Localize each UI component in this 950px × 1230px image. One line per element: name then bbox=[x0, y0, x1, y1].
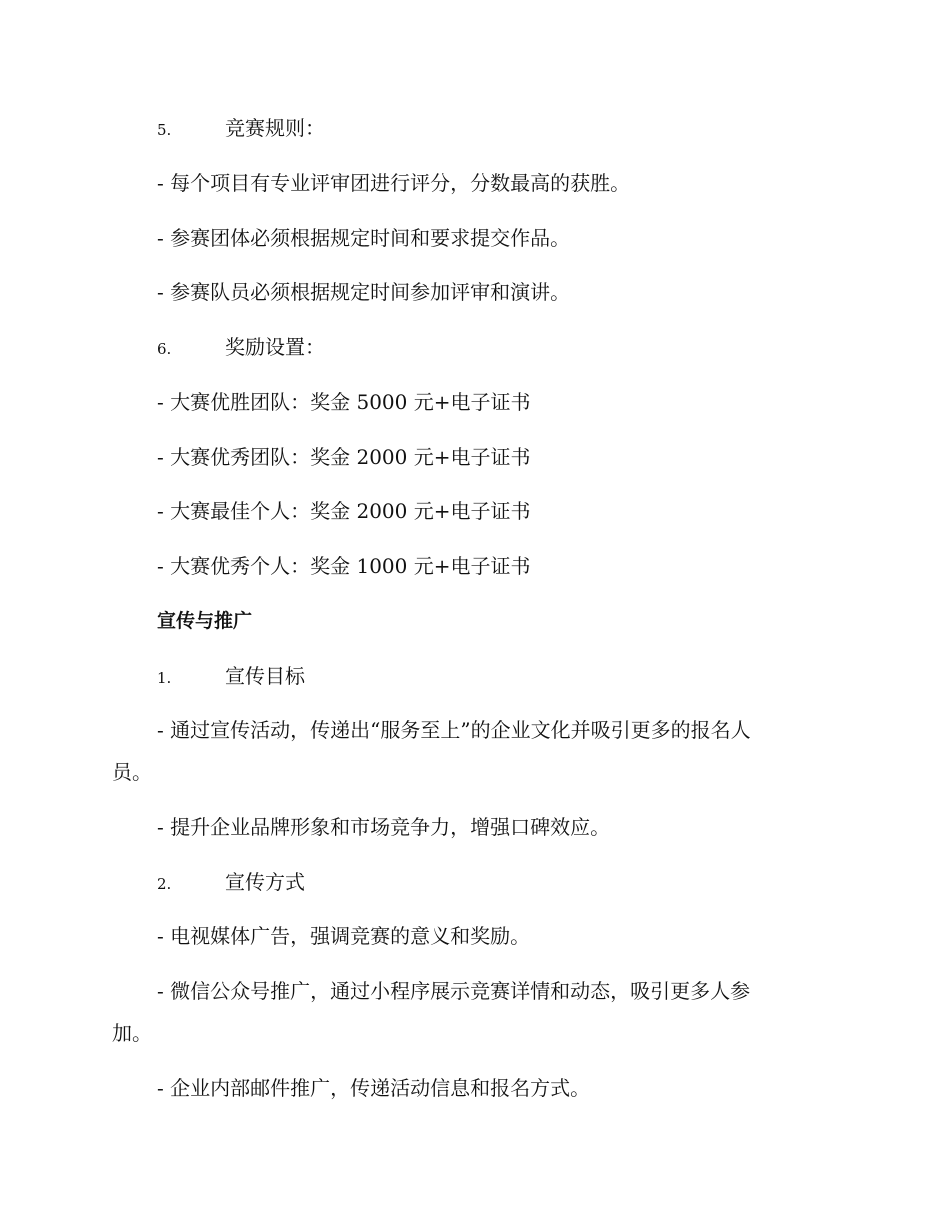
method-title: 宣传方式 bbox=[225, 870, 305, 894]
rules-number: 5. bbox=[157, 121, 172, 139]
goal-number: 1. bbox=[157, 669, 172, 687]
awards-item-1: - 大赛优胜团队：奖金 5000 元+电子证书 bbox=[157, 390, 531, 414]
promotion-heading: 宣传与推广 bbox=[157, 610, 253, 632]
awards-item-4: - 大赛优秀个人：奖金 1000 元+电子证书 bbox=[157, 554, 531, 578]
awards-number: 6. bbox=[157, 340, 172, 358]
goal-item-1-line-2: 员。 bbox=[112, 760, 152, 784]
rules-title: 竞赛规则： bbox=[225, 116, 325, 140]
rules-heading bbox=[112, 118, 883, 140]
awards-title: 奖励设置： bbox=[225, 335, 325, 359]
rules-item-3: - 参赛队员必须根据规定时间参加评审和演讲。 bbox=[157, 280, 571, 304]
rules-item-1: - 每个项目有专业评审团进行评分，分数最高的获胜。 bbox=[157, 171, 631, 195]
awards-item-3: - 大赛最佳个人：奖金 2000 元+电子证书 bbox=[157, 499, 531, 523]
method-number: 2. bbox=[157, 875, 172, 893]
goal-heading bbox=[112, 666, 883, 688]
method-item-2-line-1: - 微信公众号推广，通过小程序展示竞赛详情和动态，吸引更多人参 bbox=[157, 979, 751, 1003]
awards-item-2: - 大赛优秀团队：奖金 2000 元+电子证书 bbox=[157, 445, 531, 469]
document-page bbox=[112, 0, 838, 1230]
method-item-2-line-2: 加。 bbox=[112, 1021, 152, 1045]
awards-heading bbox=[112, 337, 883, 359]
method-item-1: - 电视媒体广告，强调竞赛的意义和奖励。 bbox=[157, 924, 531, 948]
rules-item-2: - 参赛团体必须根据规定时间和要求提交作品。 bbox=[157, 226, 571, 250]
method-item-3: - 企业内部邮件推广，传递活动信息和报名方式。 bbox=[157, 1076, 591, 1100]
goal-item-1-line-1: - 通过宣传活动，传递出“服务至上”的企业文化并吸引更多的报名人 bbox=[157, 718, 751, 742]
goal-title: 宣传目标 bbox=[225, 664, 305, 688]
method-heading bbox=[112, 872, 883, 894]
goal-item-2: - 提升企业品牌形象和市场竞争力，增强口碑效应。 bbox=[157, 815, 611, 839]
